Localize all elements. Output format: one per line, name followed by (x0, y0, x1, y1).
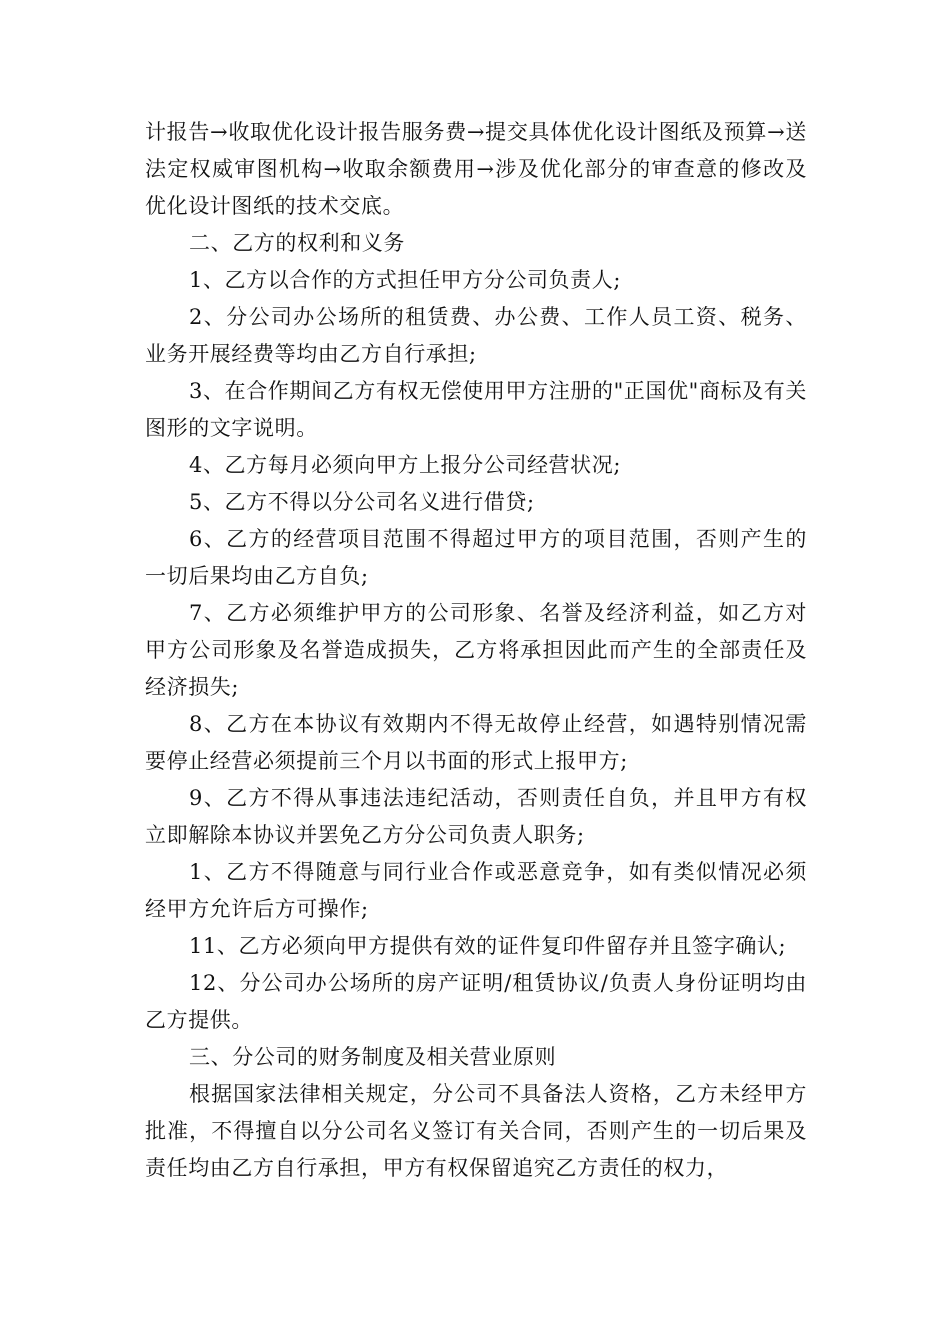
clause-11: 11、乙方必须向甲方提供有效的证件复印件留存并且签字确认; (189, 934, 787, 958)
clause-3: 3、在合作期间乙方有权无偿使用甲方注册的"正国优"商标及有关图形的文字说明。 (145, 379, 807, 440)
clause-12: 12、分公司办公场所的房产证明/租赁协议/负责人身份证明均由乙方提供。 (145, 971, 807, 1032)
clause-2: 2、分公司办公场所的租赁费、办公费、工作人员工资、税务、业务开展经费等均由乙方自行承担; (145, 305, 807, 366)
clause-8: 8、乙方在本协议有效期内不得无故停止经营，如遇特别情况需要停止经营必须提前三个月以书面的形式上报甲方; (145, 712, 807, 773)
clause-1: 1、乙方以合作的方式担任甲方分公司负责人; (189, 268, 622, 292)
paragraph-continuation: 计报告→收取优化设计报告服务费→提交具体优化设计图纸及预算→送法定权威审图机构→收取余额费用→涉及优化部分的审查意的修改及优化设计图纸的技术交底。 (145, 120, 807, 218)
clause-4: 4、乙方每月必须向甲方上报分公司经营状况; (189, 453, 622, 477)
section-heading-rights-obligations: 二、乙方的权利和义务 (189, 231, 405, 255)
clause-10: 1、乙方不得随意与同行业合作或恶意竞争，如有类似情况必须经甲方允许后方可操作; (145, 860, 807, 921)
clause-6: 6、乙方的经营项目范围不得超过甲方的项目范围，否则产生的一切后果均由乙方自负; (145, 527, 807, 588)
finance-paragraph: 根据国家法律相关规定，分公司不具备法人资格，乙方未经甲方批准，不得擅自以分公司名义签订有关合同，否则产生的一切后果及责任均由乙方自行承担，甲方有权保留追究乙方责任的权力， (145, 1082, 807, 1180)
section-heading-finance: 三、分公司的财务制度及相关营业原则 (189, 1045, 557, 1069)
clause-7: 7、乙方必须维护甲方的公司形象、名誉及经济利益，如乙方对甲方公司形象及名誉造成损失，乙方将承担因此而产生的全部责任及经济损失; (145, 601, 807, 699)
document-body (145, 114, 807, 1187)
clause-9: 9、乙方不得从事违法违纪活动，否则责任自负，并且甲方有权立即解除本协议并罢免乙方分公司负责人职务; (145, 786, 807, 847)
clause-5: 5、乙方不得以分公司名义进行借贷; (189, 490, 535, 514)
